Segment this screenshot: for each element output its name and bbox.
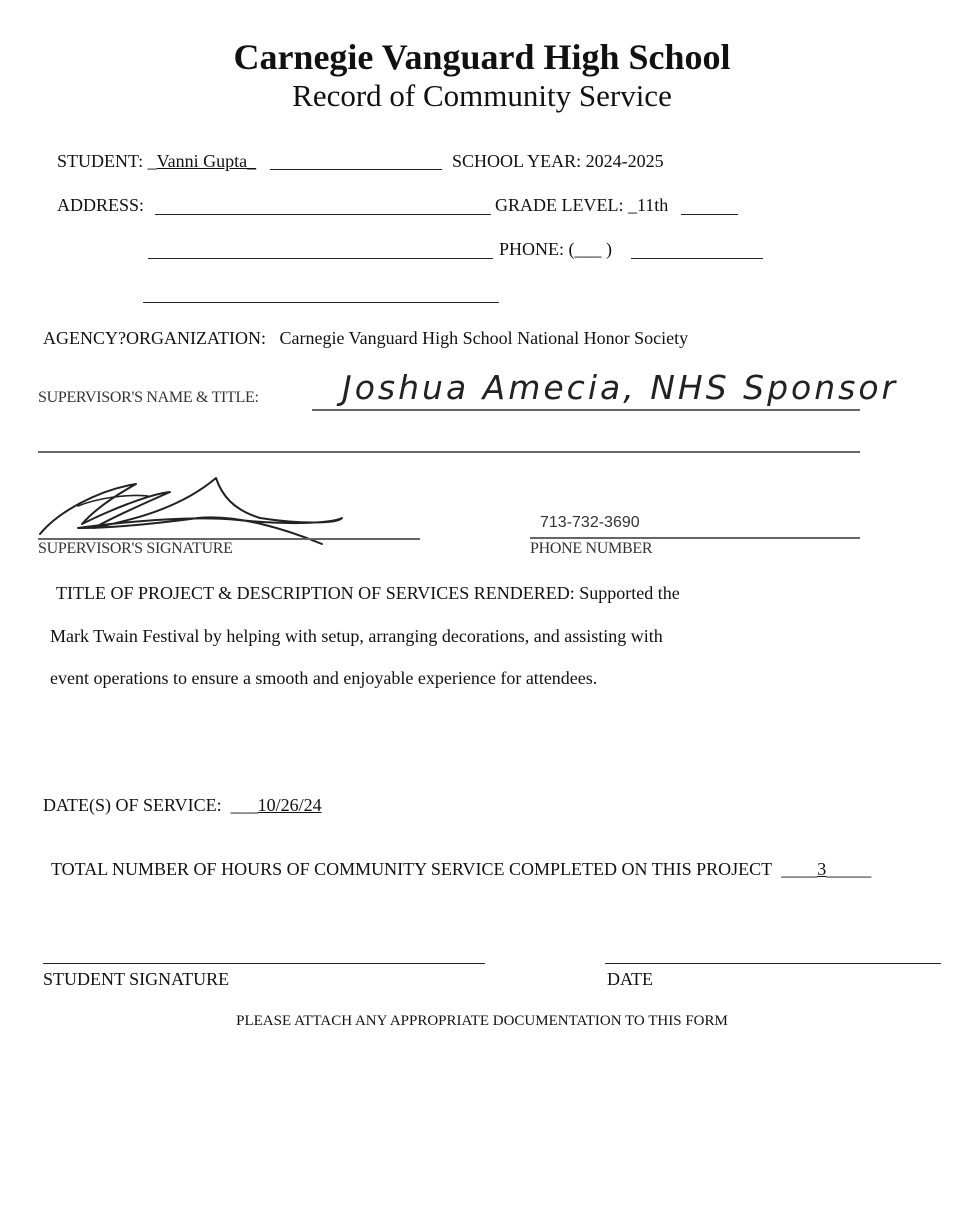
hours-label: TOTAL NUMBER OF HOURS OF COMMUNITY SERVICE COMPLETED ON THIS PROJECT — [51, 859, 773, 879]
footer-note: PLEASE ATTACH ANY APPROPRIATE DOCUMENTATION TO THIS FORM — [236, 1013, 728, 1029]
supervisor-name-handwritten: Joshua Amecia, NHS Sponsor — [342, 368, 899, 407]
hours-prefix: ____ — [781, 859, 818, 879]
project-line-1: TITLE OF PROJECT & DESCRIPTION OF SERVICES RENDERED: Supported the — [56, 583, 680, 603]
project-line-3: event operations to ensure a smooth and enjoyable experience for attendees. — [50, 668, 598, 688]
hours-value[interactable]: 3 — [817, 859, 827, 879]
supervisor-phone-line — [530, 537, 860, 539]
phone-line[interactable] — [631, 258, 763, 259]
dates-value[interactable]: 10/26/24 — [257, 795, 322, 815]
supervisor-signature-label: SUPERVISOR'S SIGNATURE — [38, 540, 233, 557]
school-title: Carnegie Vanguard High School — [233, 37, 731, 77]
supervisor-phone-value: 713-732-3690 — [540, 514, 640, 531]
address-line-2[interactable] — [148, 258, 493, 259]
hours-row — [51, 859, 871, 880]
phone-label: PHONE: (___ ) — [499, 239, 612, 259]
student-name[interactable]: Vanni Gupta_ — [156, 151, 257, 171]
address-line-1[interactable] — [155, 214, 491, 215]
supervisor-extra-line — [38, 451, 860, 453]
supervisor-name-line — [312, 409, 860, 411]
hours-suffix: _____ — [826, 859, 872, 879]
project-line-2: Mark Twain Festival by helping with setup, arranging decorations, and assisting with — [50, 626, 663, 646]
agency-label: AGENCY?ORGANIZATION: — [43, 328, 266, 348]
student-label: STUDENT: _ — [57, 151, 157, 171]
student-signature-label: STUDENT SIGNATURE — [43, 969, 230, 989]
student-signature-line[interactable] — [43, 963, 485, 964]
address-line-3[interactable] — [143, 302, 499, 303]
grade-level-line — [681, 214, 738, 215]
student-row — [57, 151, 256, 172]
student-name-line — [270, 169, 442, 170]
date-line[interactable] — [605, 963, 941, 964]
agency-row — [43, 328, 688, 349]
grade-level: GRADE LEVEL: _11th — [495, 195, 669, 215]
address-label: ADDRESS: — [57, 195, 145, 215]
dates-row — [43, 795, 322, 816]
dates-prefix: ___ — [230, 795, 258, 815]
supervisor-name-label: SUPERVISOR'S NAME & TITLE: — [38, 389, 259, 406]
dates-label: DATE(S) OF SERVICE: — [43, 795, 222, 815]
form-title: Record of Community Service — [292, 78, 672, 113]
date-label: DATE — [607, 969, 653, 989]
agency-value: Carnegie Vanguard High School National Honor Society — [279, 328, 689, 348]
supervisor-phone-label: PHONE NUMBER — [530, 540, 653, 557]
school-year: SCHOOL YEAR: 2024-2025 — [452, 151, 664, 171]
